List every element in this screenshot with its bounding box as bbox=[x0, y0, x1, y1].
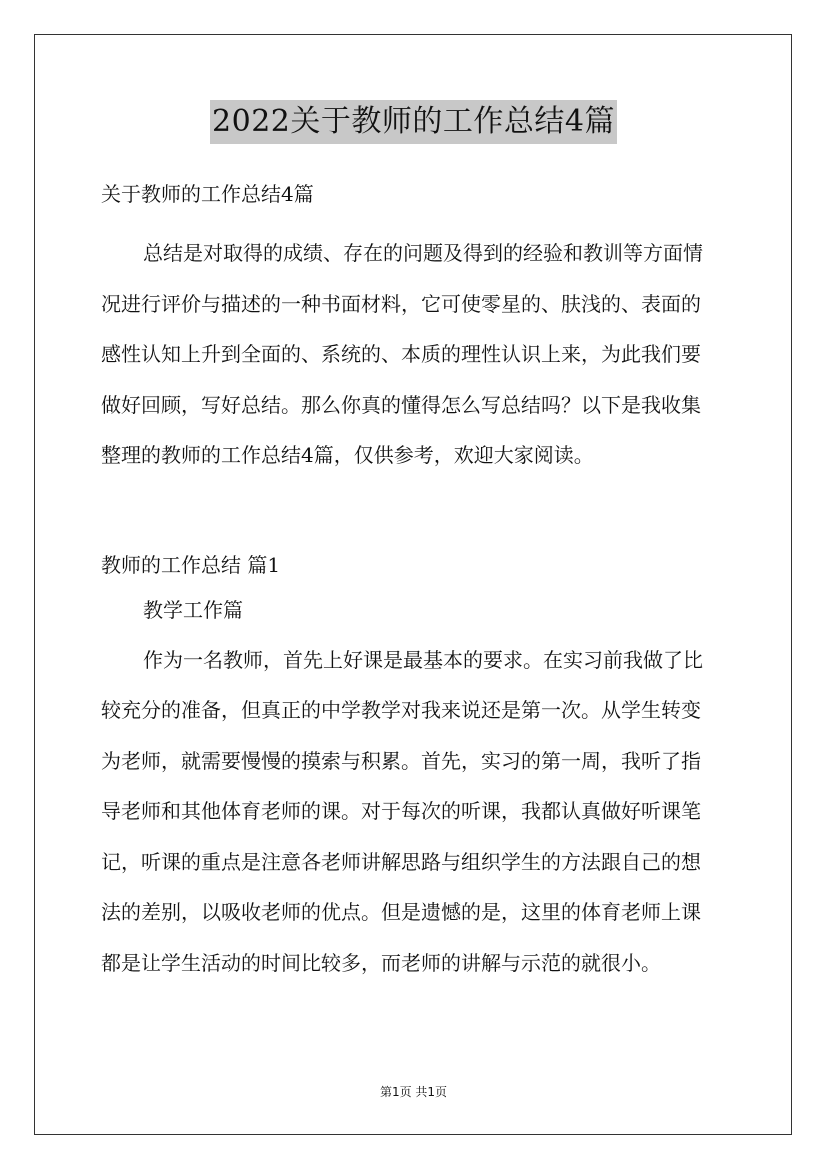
section-heading: 教师的工作总结 篇1 bbox=[101, 552, 281, 577]
paragraph-line: 总结是对取得的成绩、存在的问题及得到的经验和教训等方面情 bbox=[143, 241, 703, 265]
page-footer: 第1页 共1页 bbox=[379, 1085, 448, 1099]
paragraph-line: 做好回顾，写好总结。那么你真的懂得怎么写总结吗？以下是我收集 bbox=[101, 392, 701, 417]
paragraph-line: 作为一名教师，首先上好课是最基本的要求。在实习前我做了比 bbox=[143, 647, 703, 672]
intro-paragraph bbox=[101, 228, 731, 481]
title-container bbox=[0, 100, 827, 144]
paragraph-line: 况进行评价与描述的一种书面材料，它可使零星的、肤浅的、表面的 bbox=[101, 291, 701, 316]
document-body bbox=[101, 176, 731, 988]
paragraph-line: 都是让学生活动的时间比较多，而老师的讲解与示范的就很小。 bbox=[101, 950, 661, 975]
document-subtitle: 关于教师的工作总结4篇 bbox=[101, 182, 314, 206]
paragraph-line: 导老师和其他体育老师的课。对于每次的听课，我都认真做好听课笔 bbox=[101, 799, 701, 823]
paragraph-line: 记，听课的重点是注意各老师讲解思路与组织学生的方法跟自己的想 bbox=[101, 849, 701, 874]
document-title: 2022关于教师的工作总结4篇 bbox=[210, 100, 617, 144]
section-subheading: 教学工作篇 bbox=[143, 597, 243, 622]
section-paragraph bbox=[101, 635, 731, 989]
paragraph-line: 法的差别，以吸收老师的优点。但是遗憾的是，这里的体育老师上课 bbox=[101, 900, 701, 924]
paragraph-line: 为老师，就需要慢慢的摸索与积累。首先，实习的第一周，我听了指 bbox=[101, 748, 701, 773]
paragraph-line: 感性认知上升到全面的、系统的、本质的理性认识上来，为此我们要 bbox=[101, 342, 701, 366]
paragraph-line: 较充分的准备，但真正的中学教学对我来说还是第一次。从学生转变 bbox=[101, 698, 701, 722]
paragraph-line: 整理的教师的工作总结4篇，仅供参考，欢迎大家阅读。 bbox=[101, 443, 594, 467]
